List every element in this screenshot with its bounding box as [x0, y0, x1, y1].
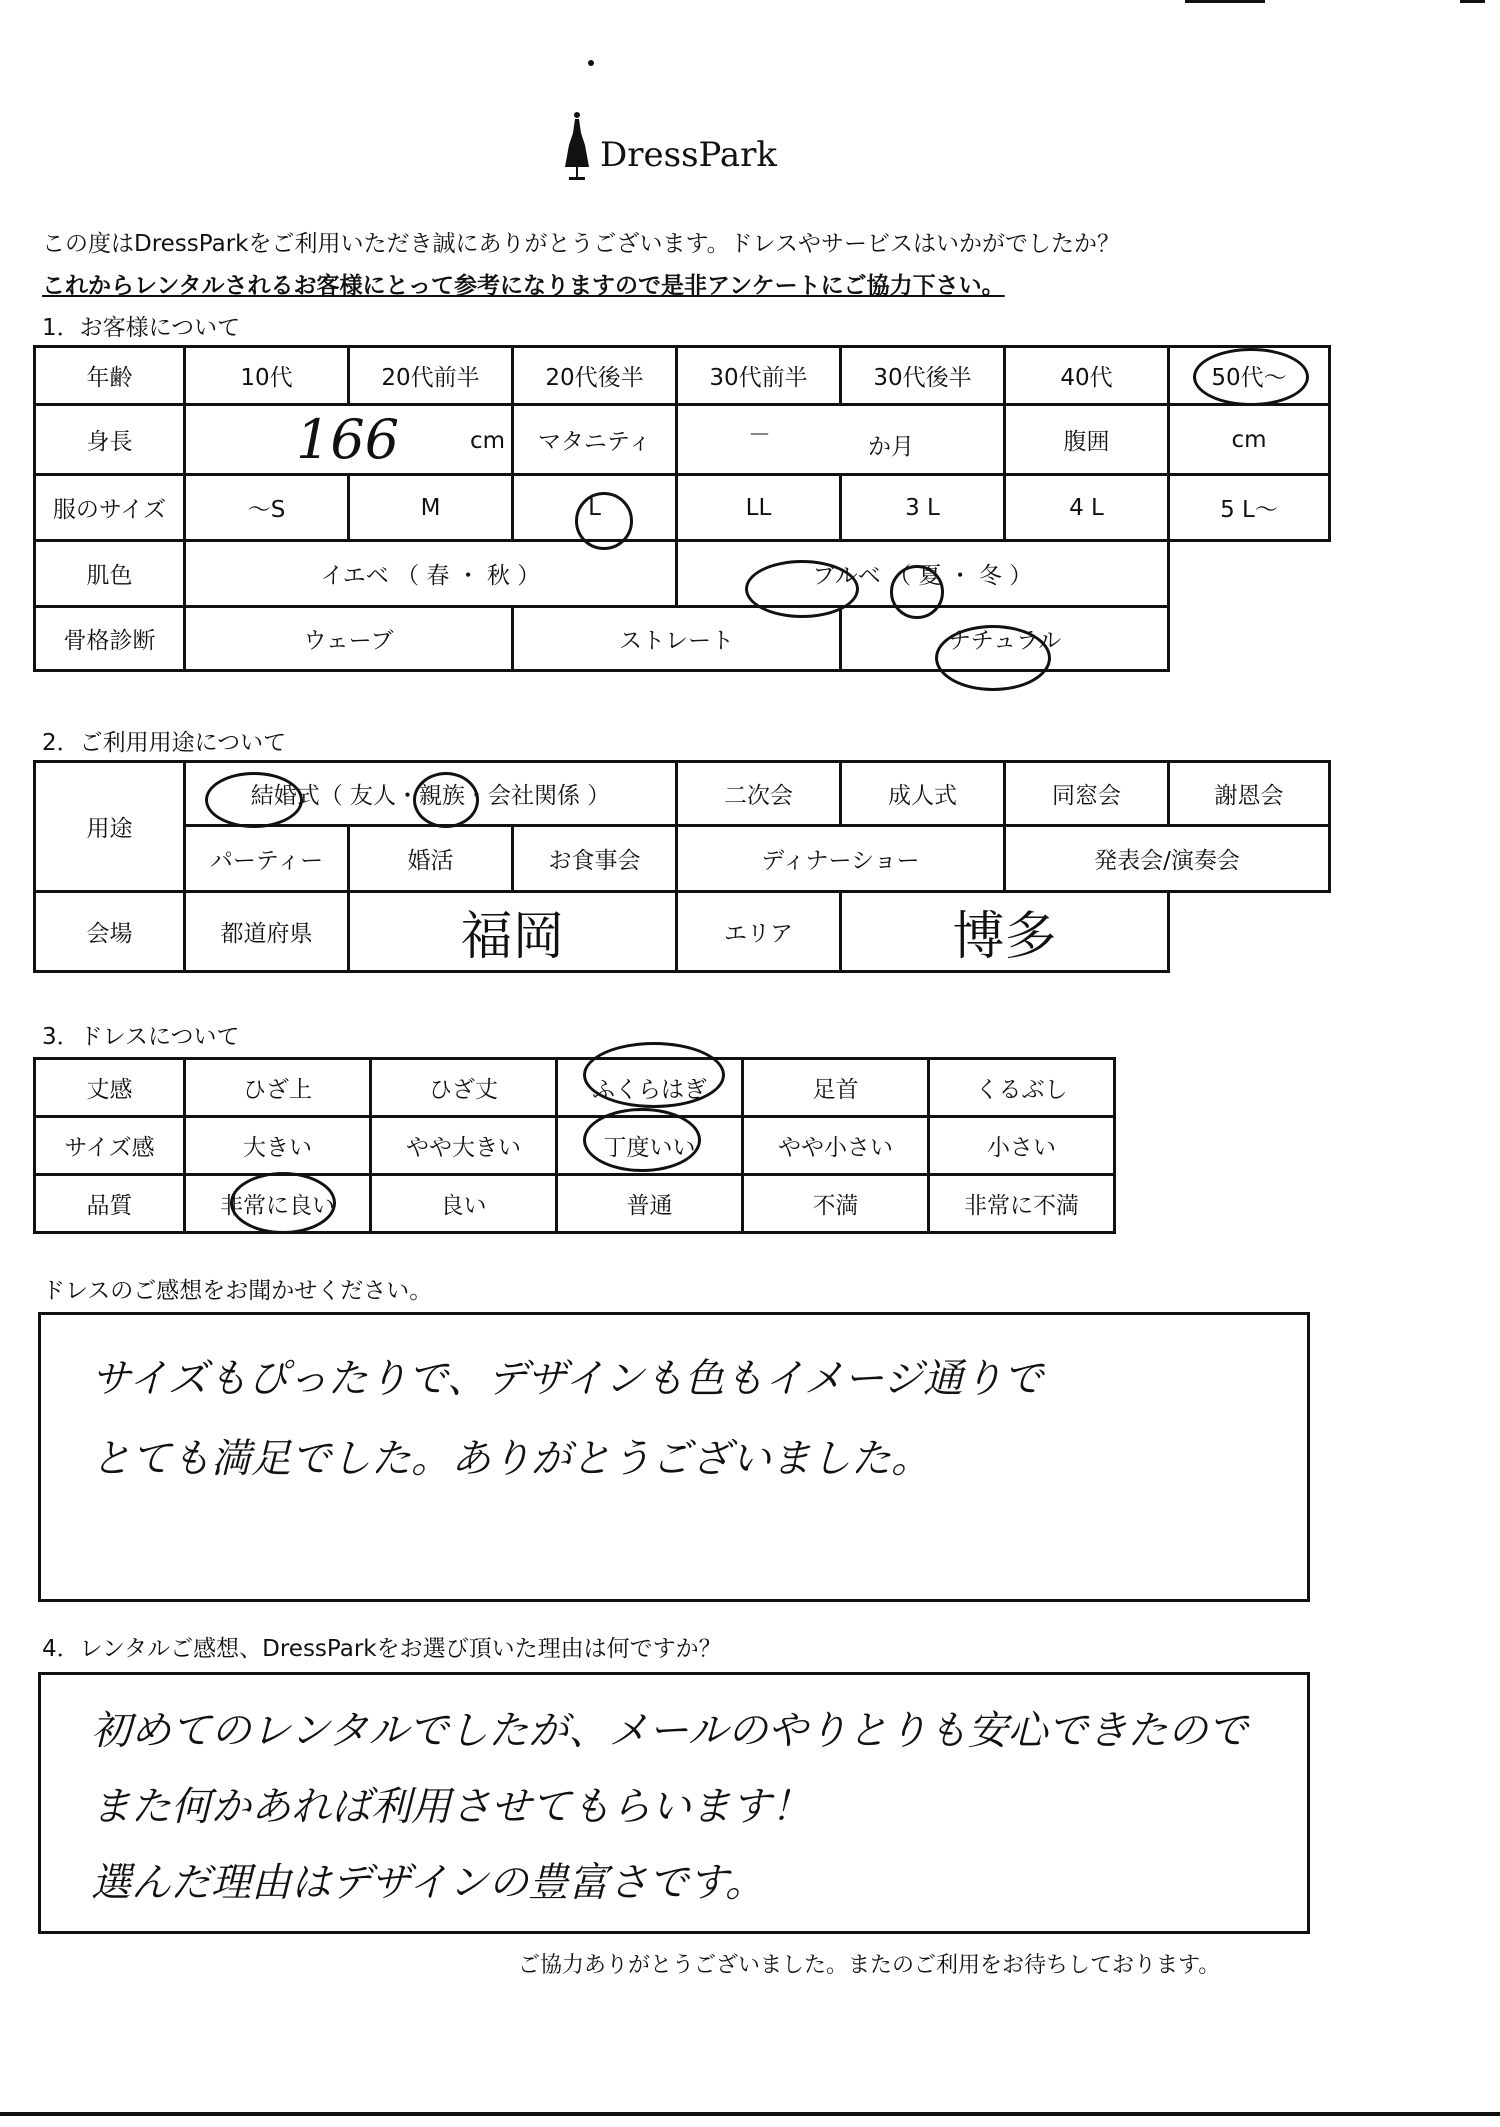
fit-option[interactable]: やや小さい: [743, 1117, 929, 1175]
age-row: [35, 347, 1330, 405]
skin-row: [35, 541, 1330, 607]
length-option[interactable]: くるぶし: [929, 1059, 1115, 1117]
fit-option[interactable]: 小さい: [929, 1117, 1115, 1175]
intro-line-2: これからレンタルされるお客様にとって参考になりますので是非アンケートにご協力下さい。: [42, 273, 1005, 299]
purpose-option[interactable]: 成人式: [841, 762, 1005, 826]
fit-option[interactable]: やや大きい: [371, 1117, 557, 1175]
section-1-title: 1．お客様について: [42, 315, 241, 341]
purpose-option[interactable]: お食事会: [513, 826, 677, 892]
size-row: [35, 475, 1330, 541]
age-option[interactable]: 10代: [185, 347, 349, 405]
size-option[interactable]: M: [349, 475, 513, 541]
quality-option[interactable]: 不満: [743, 1175, 929, 1233]
fit-label: サイズ感: [35, 1117, 185, 1175]
months-unit: か月: [868, 434, 914, 460]
fit-option-selected[interactable]: 丁度いい: [557, 1117, 743, 1175]
purpose-option[interactable]: ディナーショー: [677, 826, 1005, 892]
skin-blue[interactable]: ブルベ （ 夏 ・ 冬 ）: [677, 541, 1169, 607]
purpose-option[interactable]: パーティー: [185, 826, 349, 892]
scan-mark: [1185, 0, 1265, 3]
size-option-selected[interactable]: L: [513, 475, 677, 541]
scan-mark: [1460, 0, 1485, 3]
scan-edge: [0, 2112, 1500, 2116]
purpose-option[interactable]: 謝恩会: [1169, 762, 1330, 826]
quality-option-selected[interactable]: 非常に良い: [185, 1175, 371, 1233]
size-option[interactable]: 5 L～: [1169, 475, 1330, 541]
size-label: 服のサイズ: [35, 475, 185, 541]
frame-row: [35, 607, 1330, 671]
length-label: 丈感: [35, 1059, 185, 1117]
pref-label: 都道府県: [185, 892, 349, 972]
logo-text: DressPark: [600, 135, 778, 175]
height-row: [35, 405, 1330, 475]
height-cell[interactable]: [185, 405, 513, 475]
age-option[interactable]: 40代: [1005, 347, 1169, 405]
dress-comment-box[interactable]: [38, 1312, 1310, 1602]
pref-value[interactable]: 福岡: [349, 892, 677, 972]
frame-option[interactable]: ストレート: [513, 607, 841, 671]
size-option[interactable]: 3 L: [841, 475, 1005, 541]
length-option[interactable]: ひざ丈: [371, 1059, 557, 1117]
quality-row: [35, 1175, 1115, 1233]
area-label: エリア: [677, 892, 841, 972]
intro-line-1: この度はDressParkをご利用いただき誠にありがとうございます。ドレスやサービスはいかがでしたか？: [42, 231, 1120, 257]
rental-comment-box[interactable]: [38, 1672, 1310, 1934]
frame-option[interactable]: ウェーブ: [185, 607, 513, 671]
quality-option[interactable]: 普通: [557, 1175, 743, 1233]
dress-comment-line: とても満足でした。ありがとうございました。: [91, 1436, 931, 1482]
section-3-title: 3．ドレスについて: [42, 1024, 240, 1050]
age-label: 年齢: [35, 347, 185, 405]
purpose-row-1: [35, 762, 1330, 826]
section-4-title: 4．レンタルご感想、DressParkをお選び頂いた理由は何ですか？: [42, 1636, 722, 1662]
length-option[interactable]: ひざ上: [185, 1059, 371, 1117]
waist-unit[interactable]: cm: [1169, 405, 1330, 475]
purpose-option[interactable]: 二次会: [677, 762, 841, 826]
purpose-option[interactable]: 婚活: [349, 826, 513, 892]
age-option[interactable]: 30代前半: [677, 347, 841, 405]
wedding-option[interactable]: 結婚式（ 友人・親族・会社関係 ）: [185, 762, 677, 826]
usage-table: [33, 760, 1331, 973]
dress-comment-line: サイズもぴったりで、デザインも色もイメージ通りで: [91, 1356, 1043, 1402]
waist-label: 腹囲: [1005, 405, 1169, 475]
purpose-row-2: [35, 826, 1330, 892]
length-row: [35, 1059, 1115, 1117]
quality-label: 品質: [35, 1175, 185, 1233]
rental-comment-line: また何かあれば利用させてもらいます！: [91, 1784, 811, 1830]
scan-dot: [588, 60, 594, 66]
fit-option[interactable]: 大きい: [185, 1117, 371, 1175]
fit-row: [35, 1117, 1115, 1175]
dress-comment-prompt: ドレスのご感想をお聞かせください。: [42, 1278, 433, 1304]
skin-label: 肌色: [35, 541, 185, 607]
dress-table: [33, 1057, 1116, 1234]
age-option-selected[interactable]: 50代～: [1169, 347, 1330, 405]
empty-cell: [1169, 892, 1330, 972]
venue-row: [35, 892, 1330, 972]
age-option[interactable]: 30代後半: [841, 347, 1005, 405]
age-option[interactable]: 20代前半: [349, 347, 513, 405]
age-option[interactable]: 20代後半: [513, 347, 677, 405]
size-option[interactable]: 4 L: [1005, 475, 1169, 541]
purpose-option[interactable]: 同窓会: [1005, 762, 1169, 826]
purpose-option[interactable]: 発表会/演奏会: [1005, 826, 1330, 892]
length-option[interactable]: 足首: [743, 1059, 929, 1117]
customer-table: [33, 345, 1331, 672]
quality-option[interactable]: 良い: [371, 1175, 557, 1233]
maternity-label: マタニティ: [513, 405, 677, 475]
empty-cell: [1169, 541, 1330, 607]
dresspark-logo: [555, 105, 795, 185]
frame-option-selected[interactable]: ナチュラル: [841, 607, 1169, 671]
purpose-label: 用途: [35, 762, 185, 892]
empty-cell: [1169, 607, 1330, 671]
maternity-cell[interactable]: [677, 405, 1005, 475]
frame-label: 骨格診断: [35, 607, 185, 671]
length-option-selected[interactable]: ふくらはぎ: [557, 1059, 743, 1117]
height-value: 166: [296, 408, 400, 471]
quality-option[interactable]: 非常に不満: [929, 1175, 1115, 1233]
footer-thanks: ご協力ありがとうございました。またのご利用をお待ちしております。: [518, 1953, 1221, 1978]
section-2-title: 2．ご利用用途について: [42, 730, 287, 756]
rental-comment-line: 選んだ理由はデザインの豊富さです。: [91, 1860, 765, 1906]
maternity-value: －: [748, 422, 771, 448]
venue-label: 会場: [35, 892, 185, 972]
size-option[interactable]: LL: [677, 475, 841, 541]
skin-yellow[interactable]: イエベ （ 春 ・ 秋 ）: [185, 541, 677, 607]
height-label: 身長: [35, 405, 185, 475]
size-option[interactable]: ～S: [185, 475, 349, 541]
area-value[interactable]: 博多: [841, 892, 1169, 972]
rental-comment-line: 初めてのレンタルでしたが、メールのやりとりも安心できたので: [91, 1708, 1248, 1754]
height-unit: cm: [469, 428, 505, 454]
